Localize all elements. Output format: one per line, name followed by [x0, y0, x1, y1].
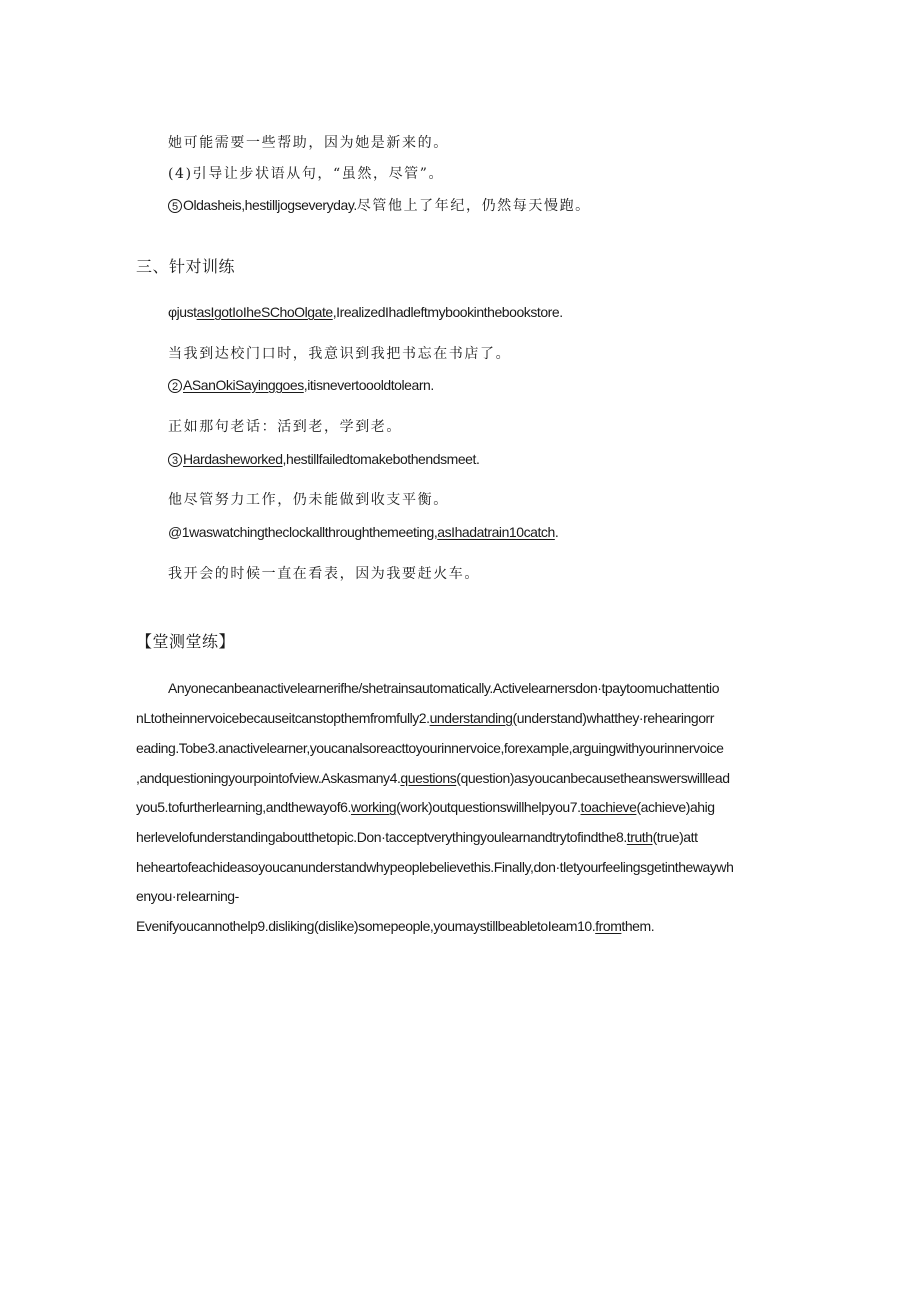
passage-line: [136, 710, 714, 726]
exercise-sentence: [168, 304, 563, 320]
passage-text: (true)att: [652, 829, 698, 845]
passage-text: (question)asyoucanbecausetheanswerswilllead: [456, 770, 730, 786]
passage-text: you5.tofurtherlearning,andthewayof6.: [136, 799, 351, 815]
answer-blank: from: [595, 918, 622, 934]
answer-blank: truth: [626, 829, 653, 845]
sentence-rest: .: [554, 524, 559, 540]
circled-number: 3: [168, 453, 182, 467]
passage-line: [136, 740, 724, 756]
answer-blank: questions: [400, 770, 457, 786]
passage-line: [136, 859, 733, 875]
passage-text: Evenifyoucannothelp9.disliking(dislike)somepeople,youmaystillbeabletoIeam10.: [136, 918, 596, 934]
passage-text: them.: [621, 918, 655, 934]
passage-line: [136, 799, 715, 815]
passage-line: [168, 680, 719, 696]
underlined-clause: asIgotIoIheSChoOlgate: [196, 304, 333, 320]
passage-text: Anyonecanbeanactivelearnerifhe/shetrainsautomatically.Activelearnersdon·tpaytoomuchattentio: [168, 680, 720, 696]
sentence-rest: ,IrealizedIhadleftmybookinthebookstore.: [332, 304, 563, 320]
section-heading: 三、针对训练: [136, 257, 236, 276]
answer-blank: working: [350, 799, 397, 815]
example-sentence: [168, 195, 591, 215]
practice-heading: 【堂测堂练】: [136, 632, 236, 651]
passage-text: (understand)whatthey·rehearingorr: [512, 710, 714, 726]
rule-heading: (4)引导让步状语从句，“虽然，尽管”。: [168, 166, 445, 182]
exercise-translation: 当我到达校门口时，我意识到我把书忘在书店了。: [168, 346, 512, 362]
circled-number: 2: [168, 379, 182, 393]
passage-text: herlevelofunderstandingaboutthetopic.Don·tacceptverythingyoulearnandtrytofindthe8.: [136, 829, 627, 845]
passage-line: [136, 829, 698, 845]
passage-text: (achieve)ahig: [636, 799, 715, 815]
sentence-prefix: @1waswatchingtheclockallthroughthemeeting,: [168, 524, 438, 540]
passage-line: [136, 770, 730, 786]
circled-number: 5: [168, 199, 182, 213]
passage-text: enyou·reIearning-: [136, 888, 239, 904]
exercise-translation: 我开会的时候一直在看表，因为我要赶火车。: [168, 566, 480, 582]
passage-text: ,andquestioningyourpointofview.Askasmany4.: [136, 770, 401, 786]
sentence-prefix: φjust: [168, 304, 197, 320]
exercise-sentence: [168, 377, 434, 393]
underlined-clause: Hardasheworked: [183, 451, 283, 467]
answer-blank: toachieve: [580, 799, 637, 815]
exercise-translation: 他尽管努力工作，仍未能做到收支平衡。: [168, 492, 449, 508]
example-translation: 她可能需要一些帮助，因为她是新来的。: [168, 135, 449, 151]
answer-blank: understanding: [429, 710, 513, 726]
passage-line: [136, 888, 239, 904]
exercise-translation: 正如那句老话：活到老，学到老。: [168, 419, 402, 435]
exercise-sentence: [168, 524, 558, 540]
example-en: Oldasheis,hestilljogseveryday.: [183, 197, 357, 213]
passage-text: eading.Tobe3.anactivelearner,youcanalsoreacttoyourinnervoice,forexample,arguingwithyourinnervoice: [136, 740, 724, 756]
sentence-rest: ,hestillfailedtomakebothendsmeet.: [282, 451, 480, 467]
underlined-clause: asIhadatrain10catch: [437, 524, 555, 540]
passage-text: nLtotheinnervoicebecauseitcanstopthemfromfully2.: [136, 710, 430, 726]
exercise-sentence: [168, 451, 479, 467]
passage-text: heheartofeachideasoyoucanunderstandwhypeoplebelievethis.Finally,don·tletyourfeelingsgetinthewaywh: [136, 859, 734, 875]
passage-line: [136, 918, 654, 934]
example-cn: 尽管他上了年纪，仍然每天慢跑。: [356, 198, 591, 214]
passage-text: (work)outquestionswillhelpyou7.: [396, 799, 581, 815]
underlined-clause: ASanOkiSayinggoes: [183, 377, 304, 393]
sentence-rest: ,itisnevertoooldtolearn.: [303, 377, 434, 393]
